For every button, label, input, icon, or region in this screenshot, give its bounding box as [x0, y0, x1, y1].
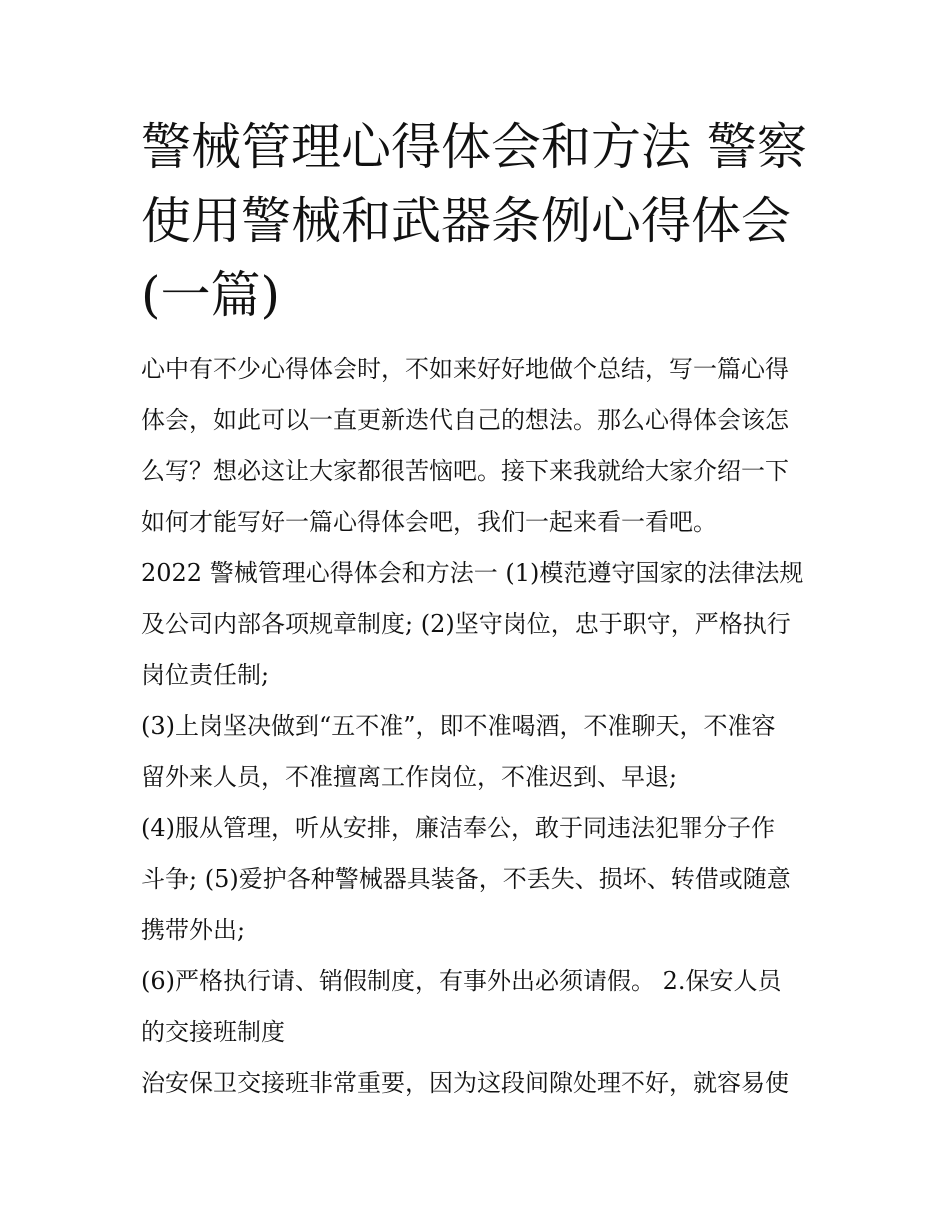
paragraph-rules-1-2: 2022 警械管理心得体会和方法一 (1)模范遵守国家的法律法规 及公司内部各项规章制度; (2)坚守岗位，忠于职守，严格执行 岗位责任制;: [141, 559, 804, 689]
document-title: 警械管理心得体会和方法 警察 使用警械和武器条例心得体会 (一篇): [141, 118, 807, 324]
paragraph-handover: 治安保卫交接班非常重要，因为这段间隙处理不好，就容易使: [141, 1069, 789, 1097]
document-body: [141, 344, 813, 1109]
paragraph-rule-6: (6)严格执行请、销假制度，有事外出必须请假。 2.保安人员 的交接班制度: [141, 967, 782, 1046]
paragraph-rule-3: (3)上岗坚决做到“五不准”，即不准喝酒，不准聊天，不准容 留外来人员，不准擅离工作岗位，不准迟到、早退;: [141, 712, 776, 791]
document-content: [141, 110, 813, 1109]
paragraph-rules-4-5: (4)服从管理，听从安排，廉洁奉公，敢于同违法犯罪分子作 斗争; (5)爱护各种警械器具装备，不丢失、损坏、转借或随意 携带外出;: [141, 814, 791, 944]
paragraph-intro: 心中有不少心得体会时，不如来好好地做个总结，写一篇心得 体会，如此可以一直更新迭代自己的想法。那么心得体会该怎 么写？想必这让大家都很苦恼吧。接下来我就给大家介绍一下 如何才能写好一篇心得体会吧，我们一起来看一看吧。: [141, 355, 789, 536]
